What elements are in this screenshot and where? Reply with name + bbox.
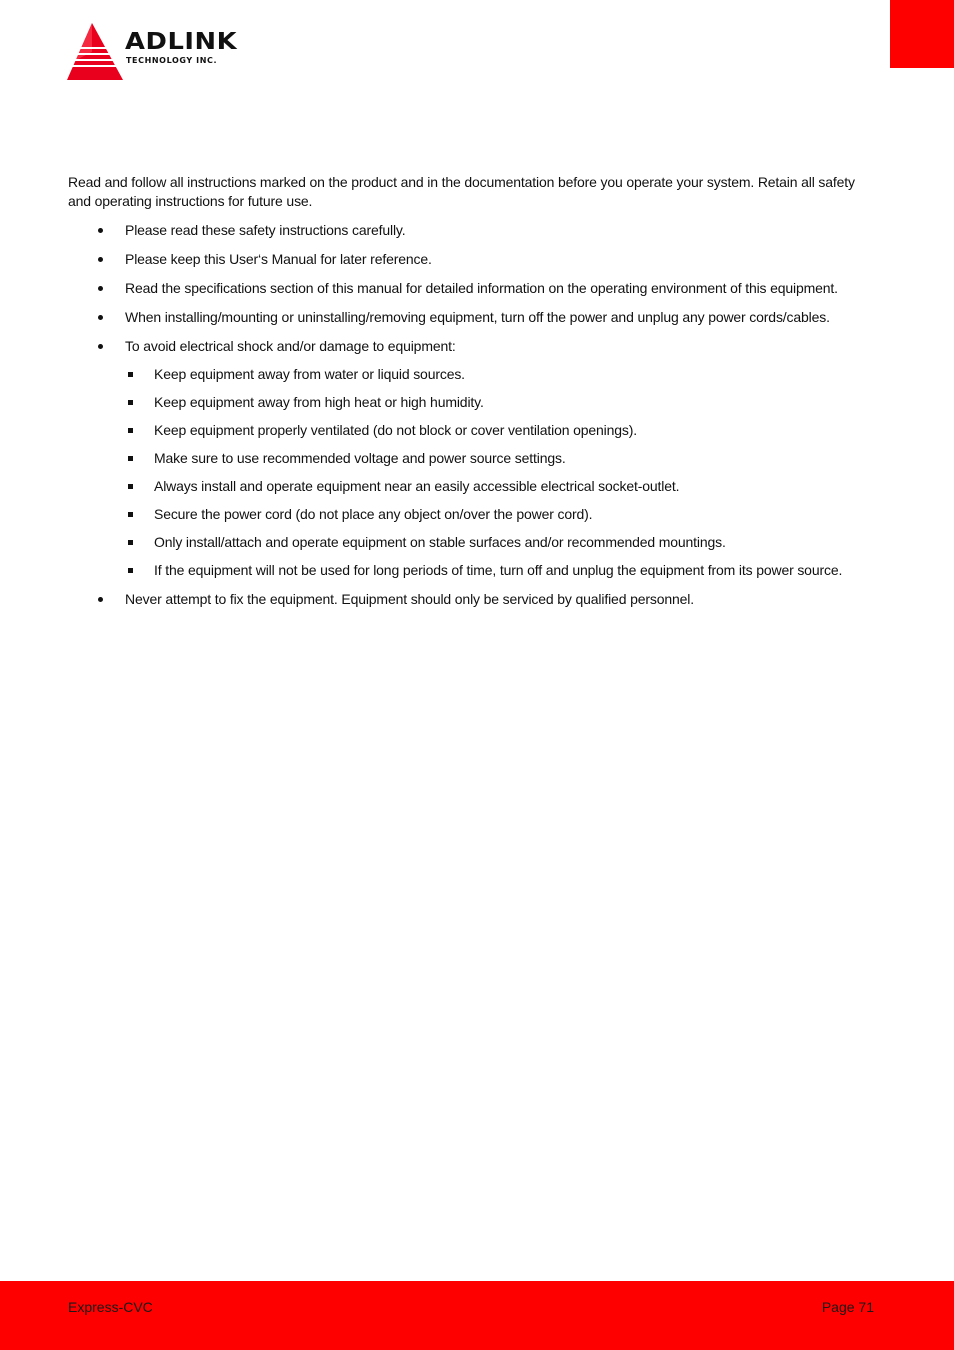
bullet-list: [68, 221, 868, 609]
footer-product-name: Express-CVC: [68, 1299, 153, 1315]
list-item: When installing/mounting or uninstalling/removing equipment, turn off the power and unplug any power cords/cables.: [68, 308, 868, 327]
sub-list-item: Make sure to use recommended voltage and power source settings.: [125, 449, 868, 468]
safety-instructions: [68, 173, 868, 619]
bullet-icon: [98, 286, 103, 291]
list-item: Never attempt to fix the equipment. Equipment should only be serviced by qualified personnel.: [68, 590, 868, 609]
adlink-logo: [66, 22, 266, 82]
bullet-icon: [98, 344, 103, 349]
sub-list-item: Secure the power cord (do not place any object on/over the power cord).: [125, 505, 868, 524]
bullet-icon: [98, 257, 103, 262]
logo-wordmark: ADLINK: [125, 29, 238, 55]
square-bullet-icon: [128, 372, 133, 377]
intro-paragraph: Read and follow all instructions marked on the product and in the documentation before you operate your system. Retain all safety and operating instructions for future use.: [68, 174, 855, 209]
sub-bullet-list: [125, 365, 868, 580]
list-item: Please read these safety instructions carefully.: [68, 221, 868, 240]
square-bullet-icon: [128, 484, 133, 489]
square-bullet-icon: [128, 400, 133, 405]
footer-page-number: Page 71: [821, 1299, 874, 1315]
sub-list-item: Keep equipment away from high heat or high humidity.: [125, 393, 868, 412]
sub-list-item: Always install and operate equipment near an easily accessible electrical socket-outlet.: [125, 477, 868, 496]
sub-list-item: Keep equipment away from water or liquid sources.: [125, 365, 868, 384]
square-bullet-icon: [128, 456, 133, 461]
sub-list-item: If the equipment will not be used for long periods of time, turn off and unplug the equipment from its power source.: [125, 561, 868, 580]
sub-list-item: Keep equipment properly ventilated (do not block or cover ventilation openings).: [125, 421, 868, 440]
bullet-icon: [98, 315, 103, 320]
square-bullet-icon: [128, 428, 133, 433]
sub-list-item: Only install/attach and operate equipment on stable surfaces and/or recommended mountings.: [125, 533, 868, 552]
corner-tab: [890, 0, 954, 68]
page-footer: [0, 1281, 954, 1350]
square-bullet-icon: [128, 512, 133, 517]
adlink-logo-mark: [66, 22, 126, 82]
bullet-icon: [98, 597, 103, 602]
list-item: To avoid electrical shock and/or damage to equipment: Keep equipment away from water or liquid sources. Keep equipment away from high heat or high humidity. Keep equipment properly ventilated (do not block or cover ventilation openings). Make sure to use recommended voltage and power source settings. Always install and operate equipment near an easily accessible electrical socket-outlet. Secure the power cord (do not place any object on/over the power cord). Only install/attach and operate equipment on stable surfaces and/or recommended mountings. If the equipment will not be used for long periods of time, turn off and unplug the equipment from its power source.: [68, 337, 868, 580]
bullet-icon: [98, 228, 103, 233]
square-bullet-icon: [128, 568, 133, 573]
logo-subtitle: TECHNOLOGY INC.: [126, 56, 218, 65]
list-item: Please keep this User‘s Manual for later reference.: [68, 250, 868, 269]
list-item: Read the specifications section of this manual for detailed information on the operating environment of this equipment.: [68, 279, 868, 298]
square-bullet-icon: [128, 540, 133, 545]
